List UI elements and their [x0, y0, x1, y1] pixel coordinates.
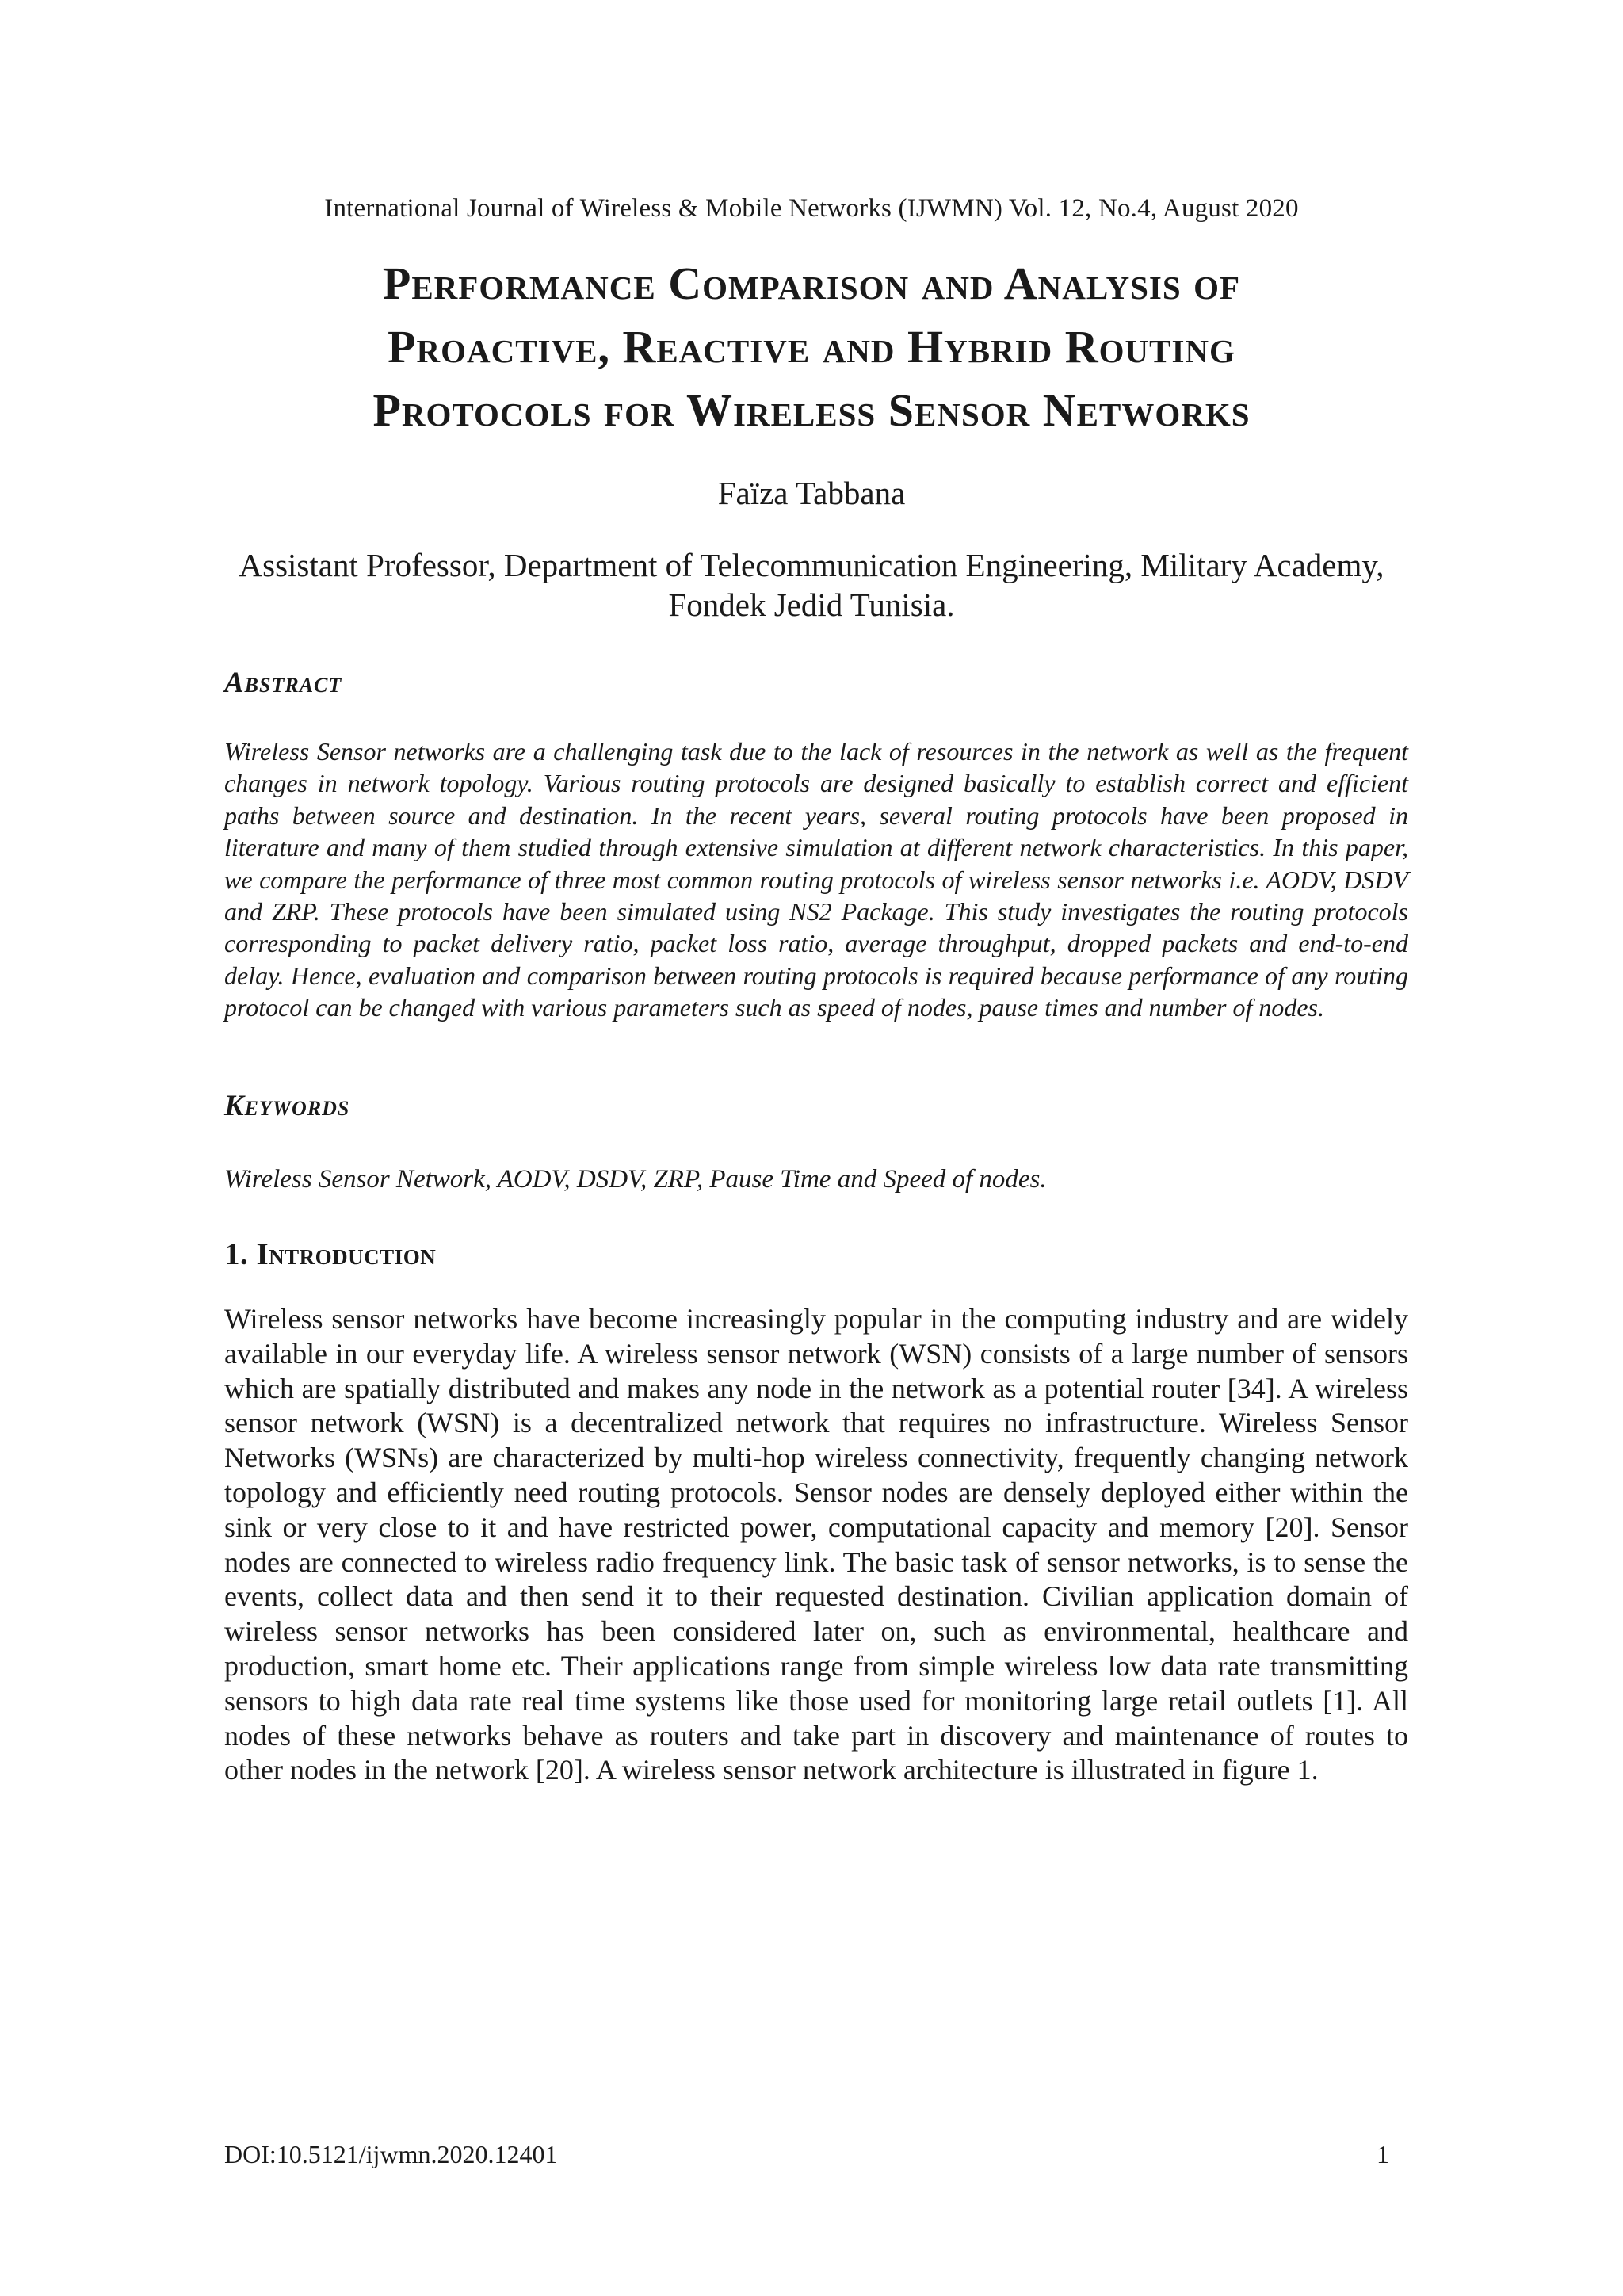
keywords-heading: Keywords	[224, 1090, 350, 1122]
running-header: International Journal of Wireless & Mobile Networks (IJWMN) Vol. 12, No.4, August 2020	[324, 194, 1299, 223]
introduction-heading: 1. Introduction	[224, 1237, 437, 1271]
page-number: 1	[1377, 2140, 1389, 2168]
title-line: Proactive, Reactive and Hybrid Routing	[388, 321, 1235, 372]
author-name: Faïza Tabbana	[717, 475, 906, 511]
abstract-heading: Abstract	[224, 667, 342, 699]
keywords-body: Wireless Sensor Network, AODV, DSDV, ZRP, Pause Time and Speed of nodes.	[224, 1165, 1047, 1194]
author-affiliation: Assistant Professor, Department of Telecommunication Engineering, Military Academy, Fondek Jedid Tunisia.	[239, 547, 1384, 623]
abstract-body: Wireless Sensor networks are a challenging task due to the lack of resources in the network as well as the frequent changes in network topology. Various routing protocols are designed basically to establish correct and efficient paths between source and destination. In the recent years, several routing protocols have been proposed in literature and many of them studied through extensive simulation at different network characteristics. In this paper, we compare the performance of three most common routing protocols of wireless sensor networks i.e. AODV, DSDV and ZRP. These protocols have been simulated using NS2 Package. This study investigates the routing protocols corresponding to packet delivery ratio, packet loss ratio, average throughput, dropped packets and end-to-end delay. Hence, evaluation and comparison between routing protocols is required because performance of any routing protocol can be changed with various parameters such as speed of nodes, pause times and number of nodes.	[224, 737, 1408, 1022]
title-line: Performance Comparison and Analysis of	[382, 258, 1241, 309]
doi-footer: DOI:10.5121/ijwmn.2020.12401	[224, 2140, 558, 2168]
introduction-body: Wireless sensor networks have become increasingly popular in the computing industry and are widely available in our everyday life. A wireless sensor network (WSN) consists of a large number of sensors which are spatially distributed and makes any node in the network as a potential router [34]. A wireless sensor network (WSN) is a decentralized network that requires no infrastructure. Wireless Sensor Networks (WSNs) are characterized by multi-hop wireless connectivity, frequently changing network topology and efficiently need routing protocols. Sensor nodes are densely deployed either within the sink or very close to it and have restricted power, computational capacity and memory [20]. Sensor nodes are connected to wireless radio frequency link. The basic task of sensor networks, is to sense the events, collect data and then send it to their requested destination. Civilian application domain of wireless sensor networks has been considered later on, such as environmental, healthcare and production, smart home etc. Their applications range from simple wireless low data rate transmitting sensors to high data rate real time systems like those used for monitoring large retail outlets [1]. All nodes of these networks behave as routers and take part in discovery and maintenance of routes to other nodes in the network [20]. A wireless sensor network architecture is illustrated in figure 1.	[224, 1303, 1408, 1786]
paper-title	[174, 252, 1449, 442]
title-line: Protocols for Wireless Sensor Networks	[372, 384, 1251, 436]
